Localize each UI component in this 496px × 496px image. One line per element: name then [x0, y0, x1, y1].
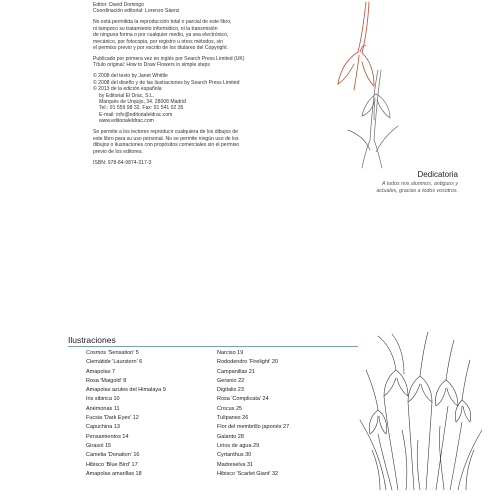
- list-item: Madreselva 31: [217, 461, 254, 468]
- notice-line: de ninguna forma o por cualquier medio, ya sea electrónico,: [93, 32, 229, 39]
- publication-info: [93, 56, 298, 69]
- list-item: Amapolas amarillas 18: [86, 470, 142, 477]
- list-item: Amapolas azules del Himalaya 9: [86, 387, 166, 394]
- list-item: Rosa 'Complicata' 24: [217, 396, 269, 403]
- list-item: Hibisco 'Scarlet Giant' 32: [217, 470, 279, 477]
- list-item: Girasol 15: [86, 442, 112, 449]
- notice-line: mecánico, por fotocopia, por registro u otros métodos, sin: [93, 38, 223, 45]
- permission-line: dibujos o ilustraciones con propósitos comerciales sin el permiso: [93, 142, 240, 149]
- publication-line: Título original: How to Draw Flowers in simple steps: [93, 62, 210, 69]
- credit-line: Editor: David Domingo: [93, 2, 144, 8]
- list-item: Rosa 'Maigold' 8: [86, 377, 127, 384]
- snowdrop-cluster-illustration: [358, 330, 488, 495]
- copyright-line: © 2008 del diseño y de las ilustraciones by Search Press Limited: [93, 79, 240, 86]
- list-item: Pensamientos 14: [86, 433, 129, 440]
- illustrations-title: Ilustraciones: [68, 335, 116, 345]
- isbn-line: ISBN: 978-84-9874-317-3: [93, 159, 152, 166]
- illustrations-list-right: [217, 349, 289, 479]
- list-item: Crocus 25: [217, 405, 243, 412]
- publication-line: Publicado por primera vez en inglés por Search Press Limited (UK): [93, 56, 245, 63]
- copyright-info: [93, 73, 298, 124]
- dedication-text: [290, 181, 458, 195]
- dedication-title: Dedicatoria: [417, 170, 458, 179]
- dedication-line: A todos mis alumnos, antiguos y: [381, 181, 458, 187]
- list-item: Galanto 28: [217, 433, 244, 440]
- permission-line: Se permite a los lectores reproducir cualquiera de los dibujos de: [93, 129, 238, 136]
- notice-line: No está permitida la reproducción total o parcial de este libro,: [93, 19, 232, 26]
- list-item: Lirios de agua 29: [217, 442, 260, 449]
- credit-line: Coordinación editorial: Lorenzo Sáenz: [93, 8, 180, 15]
- credits: [93, 2, 298, 15]
- list-item: Geranio 22: [217, 377, 245, 384]
- address-line: Tel.: 91 559 98 32. Fax: 91 541 02 35: [99, 105, 184, 112]
- notice-line: ni tampoco su tratamiento informático, ni la transmisión: [93, 25, 218, 32]
- copyright-block: [93, 2, 298, 171]
- isbn: [93, 160, 298, 166]
- permission-notice: [93, 129, 298, 155]
- snowdrop-sketch-illustration: [318, 0, 438, 170]
- list-item: Amapolas 7: [86, 368, 116, 375]
- dedication-line: actuales, gracias a todos vosotros.: [376, 188, 458, 194]
- title-divider: [68, 346, 358, 347]
- list-item: Clemátide 'Laurstern' 6: [86, 359, 143, 366]
- permission-line: este libro para su uso personal. No se permite ningún uso de los: [93, 135, 239, 142]
- address-line: Marqués de Urquijo, 34. 28008 Madrid: [99, 99, 186, 106]
- list-item: Digitalis 23: [217, 387, 244, 394]
- list-item: Rododendro 'Firelight' 20: [217, 359, 279, 366]
- address-line: www.editorialeldrac.com: [99, 118, 154, 125]
- illustrations-list-left: [86, 349, 166, 479]
- list-item: Capuchina 13: [86, 424, 120, 431]
- reproduction-notice: [93, 19, 298, 51]
- list-item: Anémonas 11: [86, 405, 120, 412]
- list-item: Hibisco 'Blue Bird' 17: [86, 461, 138, 468]
- list-item: Cosmos 'Sensation' 5: [86, 350, 139, 356]
- permission-line: previo de los editores.: [93, 148, 143, 155]
- list-item: Flor del membrillo japonés 27: [217, 424, 290, 431]
- list-item: Iris sibirica 10: [86, 396, 120, 403]
- list-item: Narciso 19: [217, 350, 244, 356]
- copyright-line: © 2013 de la edición española: [93, 86, 162, 93]
- list-item: Campanillas 21: [217, 368, 255, 375]
- list-item: Camelia 'Donation' 16: [86, 452, 140, 459]
- address-line: by Editorial El Drac, S.L.: [99, 92, 155, 99]
- copyright-line: © 2008 del texto by Janet Whittle: [93, 73, 168, 80]
- list-item: Fucsia 'Dark Eyes' 12: [86, 415, 139, 422]
- address-line: E-mail: info@editorialeldrac.com: [99, 111, 173, 118]
- notice-line: el permiso previo y por escrito de los titulares del Copyright.: [93, 45, 229, 52]
- list-item: Cyrtanthus 30: [217, 452, 252, 459]
- list-item: Tulipanes 26: [217, 415, 249, 422]
